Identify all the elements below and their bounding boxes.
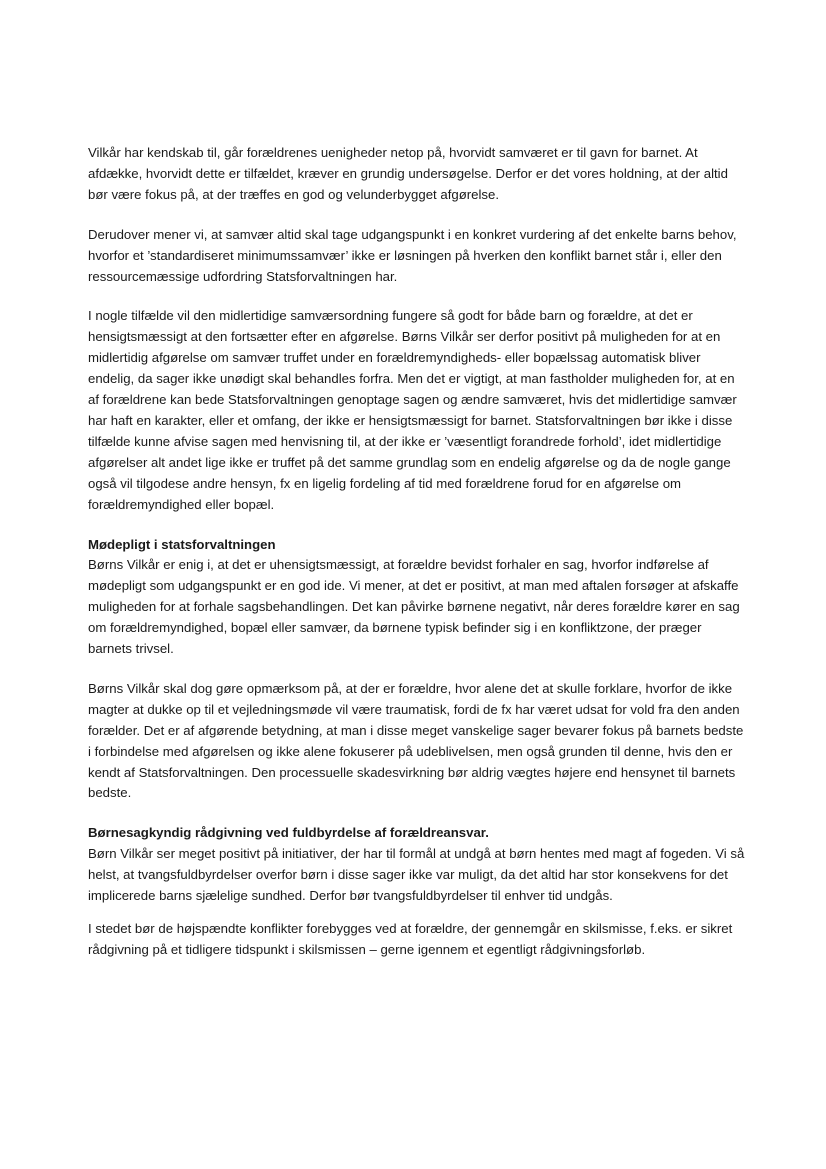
paragraph-forebyggelse: I stedet bør de højspændte konflikter forebygges ved at forældre, der gennemgår en skilsmisse, f.eks. er sikret rådgivning på et tidligere tidspunkt i skilsmissen – gerne igennem et egentligt rådgivningsforløb. [88,921,733,957]
paragraph-vilkaar-kendskab: Vilkår har kendskab til, går forældrenes uenigheder netop på, hvorvidt samværet er til gavn for barnet. At afdække, hvorvidt dette er tilfældet, kræver en grundig undersøgelse. Derfor er det vores holdning, at der altid bør være fokus på, at der træffes en god og velunderbygget afgørelse. [88,145,728,202]
heading-moedepligt: Mødepligt i statsforvaltningen [88,536,276,552]
heading-boernesagkyndig: Børnesagkyndig rådgivning ved fuldbyrdelse af forældreansvar. [88,825,489,841]
paragraph-tvangsfuldbyrdelse: Børn Vilkår ser meget positivt på initiativer, der har til formål at undgå at børn hentes med magt af fogeden. Vi så helst, at tvangsfuldbyrdelser overfor børn i disse sager ikke var muligt, da det altid har stor konsekvens for det implicerede barns sjælelige sundhed. Derfor bør tvangsfuldbyrdelser til enhver tid undgås. [88,846,745,904]
paragraph-samvaer-vurdering: Derudover mener vi, at samvær altid skal tage udgangspunkt i en konkret vurdering af det enkelte barns behov, hvorfor et ’standardiseret minimumssamvær’ ikke er løsningen på hverken den konflikt barnet står i, eller den ressourcemæssige udfordring Statsforvaltningen har. [88,226,737,284]
paragraph-moedepligt-enig: Børns Vilkår er enig i, at det er uhensigtsmæssigt, at forældre bevidst forhaler en sag, hvorfor indførelse af mødepligt som udgangspunkt er en god ide. Vi mener, at det er positivt, at man med aftalen forsøger at afskaffe muligheden for at forhale sagsbehandlingen. Det kan påvirke børnene negativt, når deres forældre kører en sag om forældremyndighed, bopæl eller samvær, da børnene typisk befinder sig i en konfliktzone, der præger barnets trivsel. [88,557,740,657]
document-body [88,143,748,980]
paragraph-moedepligt-opmaerksom: Børns Vilkår skal dog gøre opmærksom på, at der er forældre, hvor alene det at skulle forklare, hvorfor de ikke magter at dukke op til et vejledningsmøde vil være traumatisk, fordi de fx har været udsat for vold fra den anden forælder. Det er af afgørende betydning, at man i disse meget vanskelige sager bevarer fokus på barnets bedste i forbindelse med afgørelsen og ikke alene fokuserer på udeblivelsen, men også grunden til denne, hvis den er kendt af Statsforvaltningen. Den processuelle skadesvirkning bør aldrig vægtes højere end hensynet til barnets bedste. [88,680,744,801]
paragraph-midlertidig-samvaer: I nogle tilfælde vil den midlertidige samværsordning fungere så godt for både barn og forældre, at det er hensigtsmæssigt at den fortsætter efter en afgørelse. Børns Vilkår ser derfor positivt på muligheden for at en midlertidig afgørelse om samvær truffet under en forældremyndigheds- eller bopælssag automatisk bliver endelig, da sager ikke unødigt skal behandles forfra. Men det er vigtigt, at man fastholder muligheden for, at en af forældrene kan bede Statsforvaltningen genoptage sagen og ændre samværet, hvis det midlertidige samvær har haft en karakter, eller et omfang, der ikke er hensigtsmæssigt for barnet. Statsforvaltningen bør ikke i disse tilfælde kunne afvise sagen med henvisning til, at der ikke er ’væsentligt forandrede forhold’, idet midlertidige afgørelser alt andet lige ikke er truffet på det samme grundlag som en endelig afgørelse og da de nogle gange også vil tilgodese andre hensyn, fx en ligelig fordeling af tid med forældrene forud for en afgørelse om forældremyndighed eller bopæl. [88,308,737,512]
